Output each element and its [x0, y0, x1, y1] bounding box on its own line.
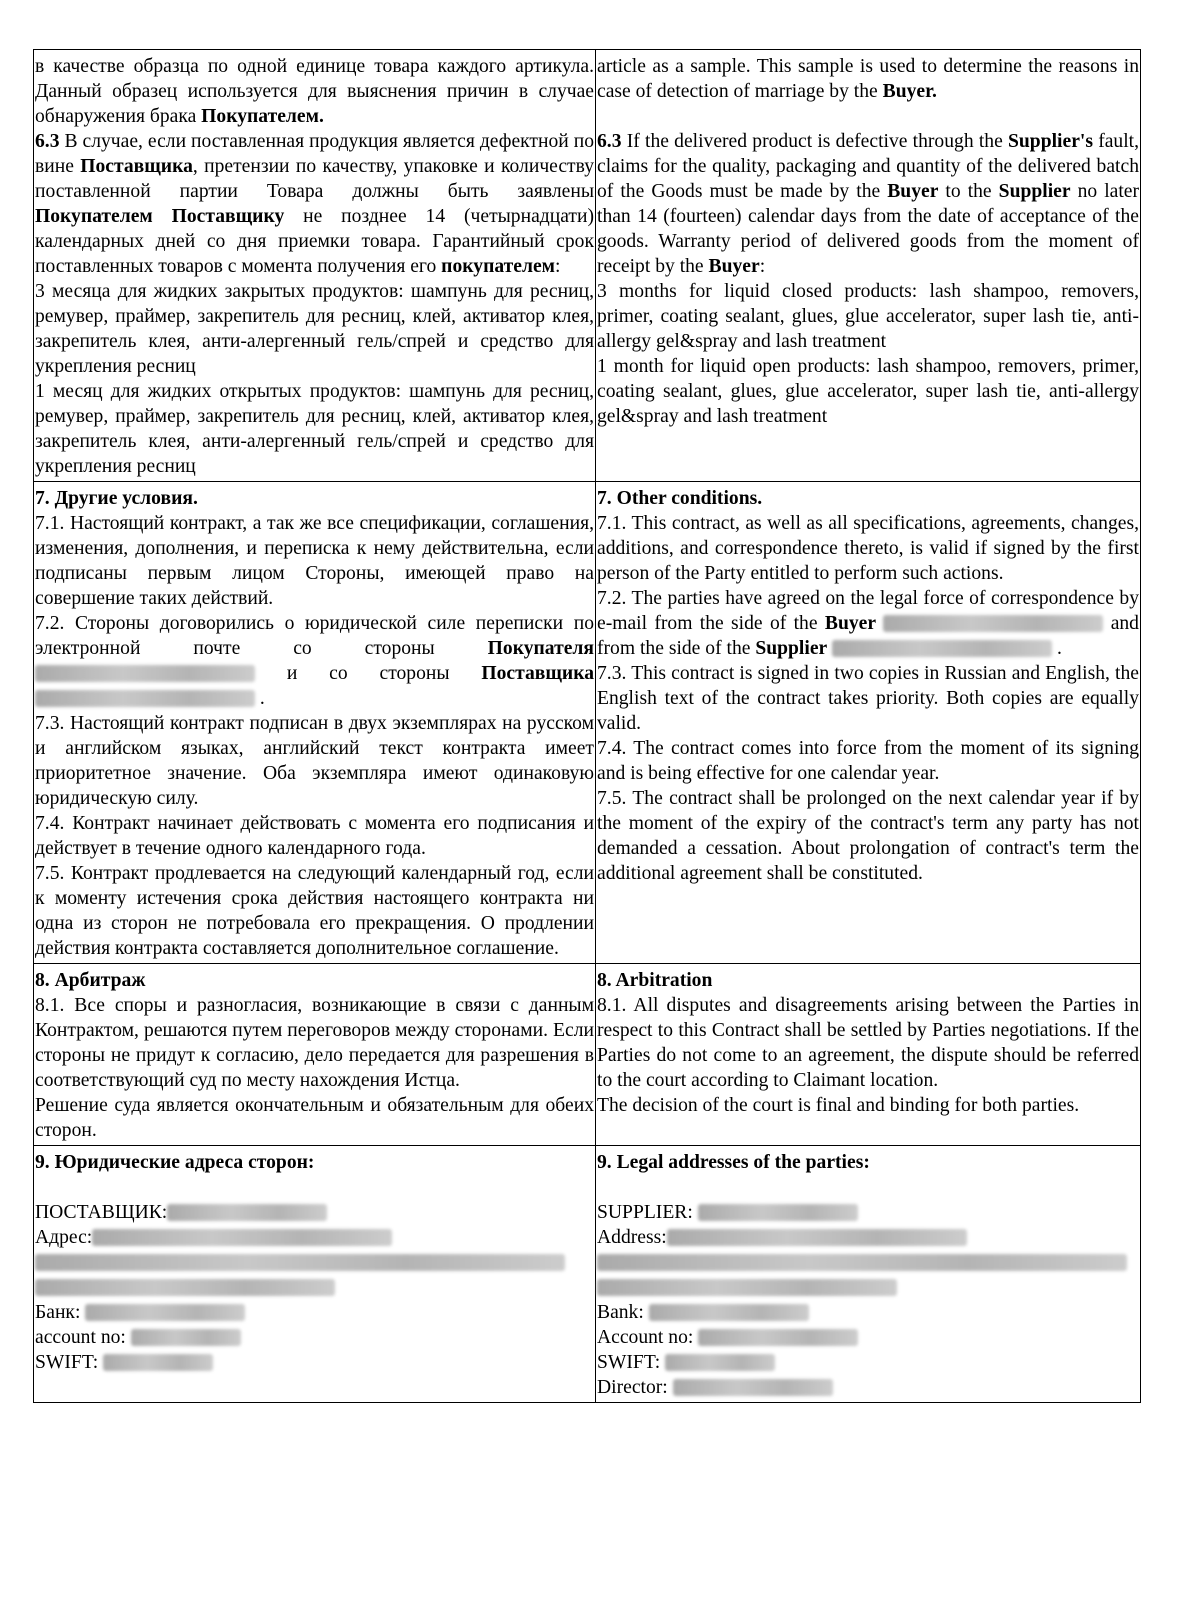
director-line: Director: — [597, 1375, 1139, 1400]
clause-7-2: 7.2. Стороны договорились о юридической силе переписки по электронной почте со стороны Покупателя и со стороны Поставщика . — [35, 613, 594, 709]
section-heading: 7. Other conditions. — [597, 488, 763, 509]
redacted-address — [92, 1229, 392, 1246]
redacted-email — [35, 690, 255, 707]
section-heading: 8. Арбитраж — [35, 970, 146, 991]
table-row — [34, 482, 1141, 964]
redacted-address — [35, 1254, 565, 1271]
address-line — [35, 1250, 594, 1275]
paragraph: 3 months for liquid closed products: lash shampoo, removers, primer, coating sealant, glues, glue accelerator, super lash tie, anti-allergy gel&spray and lash treatment — [597, 281, 1139, 352]
section-heading: 9. Юридические адреса сторон: — [35, 1152, 315, 1173]
clause-6-3: 6.3 В случае, если поставленная продукция является дефектной по вине Поставщика, претензии по качеству, упаковке и количеству поставленной партии Товара должны быть заявлены Покупателем Поставщику не позднее 14 (четырнадцати) календарных дней со дня приемки товара. Гарантийный срок поставленных товаров с момента получения его покупателем: — [35, 131, 594, 277]
redacted-email — [832, 640, 1052, 657]
clause-7-4: 7.4. The contract comes into force from the moment of its signing and is being effective for one calendar year. — [597, 738, 1139, 784]
address-line — [597, 1275, 1139, 1300]
redacted-swift — [665, 1354, 775, 1371]
redacted-address — [35, 1279, 335, 1296]
redacted-email — [35, 665, 255, 682]
section-heading: 8. Arbitration — [597, 970, 713, 991]
redacted-name — [167, 1204, 327, 1221]
clause-7-3: 7.3. Настоящий контракт подписан в двух экземплярах на русском и английском языках, английский текст контракта имеет приоритетное значение. Оба экземпляра имеют одинаковую юридическую силу. — [35, 713, 594, 809]
clause-6-3: 6.3 If the delivered product is defective through the Supplier's fault, claims for the quality, packaging and quantity of the delivered batch of the Goods must be made by the Buyer to the Supplier no later than 14 (fourteen) calendar days from the date of acceptance of the goods. Warranty period of delivered goods from the moment of receipt by the Buyer: — [597, 131, 1140, 277]
cell-en-section-8 — [596, 964, 1141, 1146]
redacted-address — [597, 1279, 897, 1296]
paragraph: в качестве образца по одной единице товара каждого артикула. Данный образец используется для выяснения причин в случае обнаружения брака Покупателем. — [35, 56, 594, 127]
redacted-swift — [103, 1354, 213, 1371]
clause-7-2: 7.2. The parties have agreed on the legal force of correspondence by e-mail from the side of the Buyer and from the side of the Supplier . — [597, 588, 1139, 659]
cell-en-section-7 — [596, 482, 1141, 964]
swift-line: SWIFT: — [35, 1350, 594, 1375]
clause-8-1: 8.1. Все споры и разногласия, возникающие в связи с данным Контрактом, решаются путем переговоров между сторонами. Если стороны не придут к согласию, дело передается для разрешения в соответствующий суд по месту нахождения Истца. — [35, 995, 594, 1091]
clause-7-1: 7.1. Настоящий контракт, а так же все спецификации, соглашения, изменения, дополнения, и переписка к нему действительна, если подписаны первым лицом Стороны, имеющей право на совершение таких действий. — [35, 513, 594, 609]
redacted-account — [131, 1329, 241, 1346]
redacted-address — [667, 1229, 967, 1246]
redacted-name — [698, 1204, 858, 1221]
supplier-line: SUPPLIER: — [597, 1200, 1139, 1225]
cell-ru-section-7 — [34, 482, 596, 964]
spacer — [35, 1175, 594, 1200]
clause-7-5: 7.5. Контракт продлевается на следующий календарный год, если к моменту истечения срока действия настоящего контракта ни одна из сторон не потребовала его прекращения. О продлении действия контракта составляется дополнительное соглашение. — [35, 863, 594, 959]
cell-ru-section-6 — [34, 50, 596, 482]
account-line: Account no: — [597, 1325, 1139, 1350]
swift-line: SWIFT: — [597, 1350, 1139, 1375]
bank-line: Bank: — [597, 1300, 1139, 1325]
table-row — [34, 50, 1141, 482]
cell-en-section-6 — [596, 50, 1141, 482]
table-row — [34, 1146, 1141, 1403]
redacted-name — [673, 1379, 833, 1396]
supplier-line: ПОСТАВЩИК: — [35, 1200, 594, 1225]
account-line: account no: — [35, 1325, 594, 1350]
paragraph: The decision of the court is final and binding for both parties. — [597, 1095, 1080, 1116]
spacer — [597, 1175, 1139, 1200]
table-row — [34, 964, 1141, 1146]
contract-table — [33, 49, 1141, 1403]
paragraph: article as a sample. This sample is used to determine the reasons in case of detection of marriage by the Buyer. — [597, 56, 1139, 102]
section-heading: 9. Legal addresses of the parties: — [597, 1152, 870, 1173]
cell-ru-section-9 — [34, 1146, 596, 1403]
paragraph: 3 месяца для жидких закрытых продуктов: шампунь для ресниц, ремувер, праймер, закрепитель для ресниц, клей, активатор клея, закрепитель клея, анти-алергенный гель/спрей и средство для укрепления ресниц — [35, 281, 594, 377]
bank-line: Банк: — [35, 1300, 594, 1325]
clause-7-1: 7.1. This contract, as well as all specifications, agreements, changes, additions, and correspondence thereto, is valid if signed by the first person of the Party entitled to perform such actions. — [597, 513, 1139, 584]
address-line: Адрес: — [35, 1225, 594, 1250]
redacted-account — [698, 1329, 858, 1346]
address-line — [35, 1275, 594, 1300]
cell-en-section-9 — [596, 1146, 1141, 1403]
paragraph: Решение суда является окончательным и обязательным для обеих сторон. — [35, 1095, 594, 1141]
redacted-bank — [649, 1304, 809, 1321]
clause-7-3: 7.3. This contract is signed in two copies in Russian and English, the English text of the contract takes priority. Both copies are equally valid. — [597, 663, 1139, 734]
redacted-bank — [85, 1304, 245, 1321]
paragraph: 1 month for liquid open products: lash shampoo, removers, primer, coating sealant, glues, glue accelerator, super lash tie, anti-allergy gel&spray and lash treatment — [597, 356, 1139, 427]
spacer — [597, 104, 1139, 129]
redacted-email — [883, 615, 1103, 632]
clause-8-1: 8.1. All disputes and disagreements arising between the Parties in respect to this Contract shall be settled by Parties negotiations. If the Parties do not come to an agreement, the dispute should be referred to the court according to Claimant location. — [597, 995, 1139, 1091]
section-heading: 7. Другие условия. — [35, 488, 198, 509]
redacted-address — [597, 1254, 1127, 1271]
paragraph: 1 месяц для жидких открытых продуктов: шампунь для ресниц, ремувер, праймер, закрепитель для ресниц, клей, активатор клея, закрепитель клея, анти-алергенный гель/спрей и средство для укрепления ресниц — [35, 381, 594, 477]
address-line: Address: — [597, 1225, 1139, 1250]
address-line — [597, 1250, 1139, 1275]
cell-ru-section-8 — [34, 964, 596, 1146]
clause-7-4: 7.4. Контракт начинает действовать с момента его подписания и действует в течение одного календарного года. — [35, 813, 594, 859]
clause-7-5: 7.5. The contract shall be prolonged on the next calendar year if by the moment of the expiry of the contract's term any party has not demanded a cessation. About prolongation of contract's term the additional agreement shall be constituted. — [597, 788, 1139, 884]
